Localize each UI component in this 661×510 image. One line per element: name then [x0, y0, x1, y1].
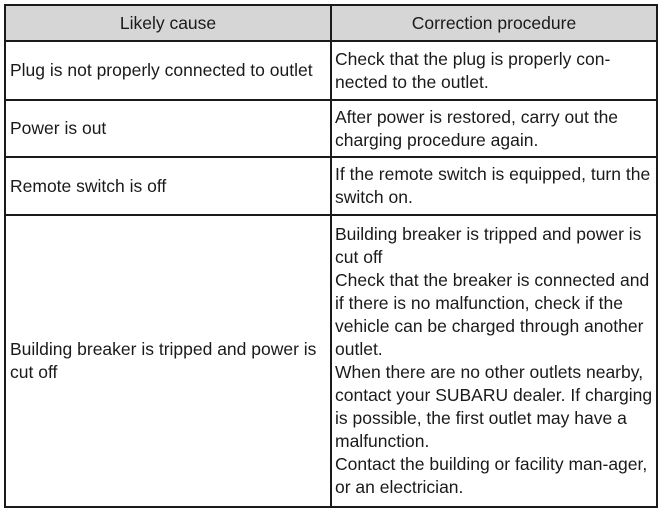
table-row — [5, 157, 657, 215]
header-correction-procedure: Correction procedure — [331, 5, 657, 41]
procedure-cell — [331, 215, 657, 507]
procedure-text: When there are no other outlets nearby, contact your SUBARU dealer. If charging is possible, the first outlet may have a malfunction. — [335, 362, 653, 451]
procedure-text: Check that the breaker is connected and if there is no malfunction, check if the vehicle can be charged through another outlet. — [335, 270, 650, 359]
table-row — [5, 100, 657, 157]
procedure-cell — [331, 100, 657, 157]
procedure-cell — [331, 157, 657, 215]
header-likely-cause: Likely cause — [5, 5, 331, 41]
table-row — [5, 41, 657, 100]
procedure-cell — [331, 41, 657, 100]
procedure-heading: Building breaker is tripped and power is cut off — [335, 224, 642, 267]
cause-cell: Building breaker is tripped and power is cut off — [5, 215, 331, 507]
cause-cell: Plug is not properly connected to outlet — [5, 41, 331, 100]
table-header-row — [5, 5, 657, 41]
cause-cell: Power is out — [5, 100, 331, 157]
procedure-text: After power is restored, carry out the charging procedure again. — [335, 106, 619, 150]
procedure-text: Contact the building or facility man-ager, or an electrician. — [335, 454, 648, 497]
procedure-text: If the remote switch is equipped, turn the switch on. — [335, 164, 651, 207]
procedure-text: Check that the plug is properly con-nected to the outlet. — [335, 48, 611, 92]
cause-cell: Remote switch is off — [5, 157, 331, 215]
troubleshooting-table — [4, 4, 658, 508]
table-row — [5, 215, 657, 507]
